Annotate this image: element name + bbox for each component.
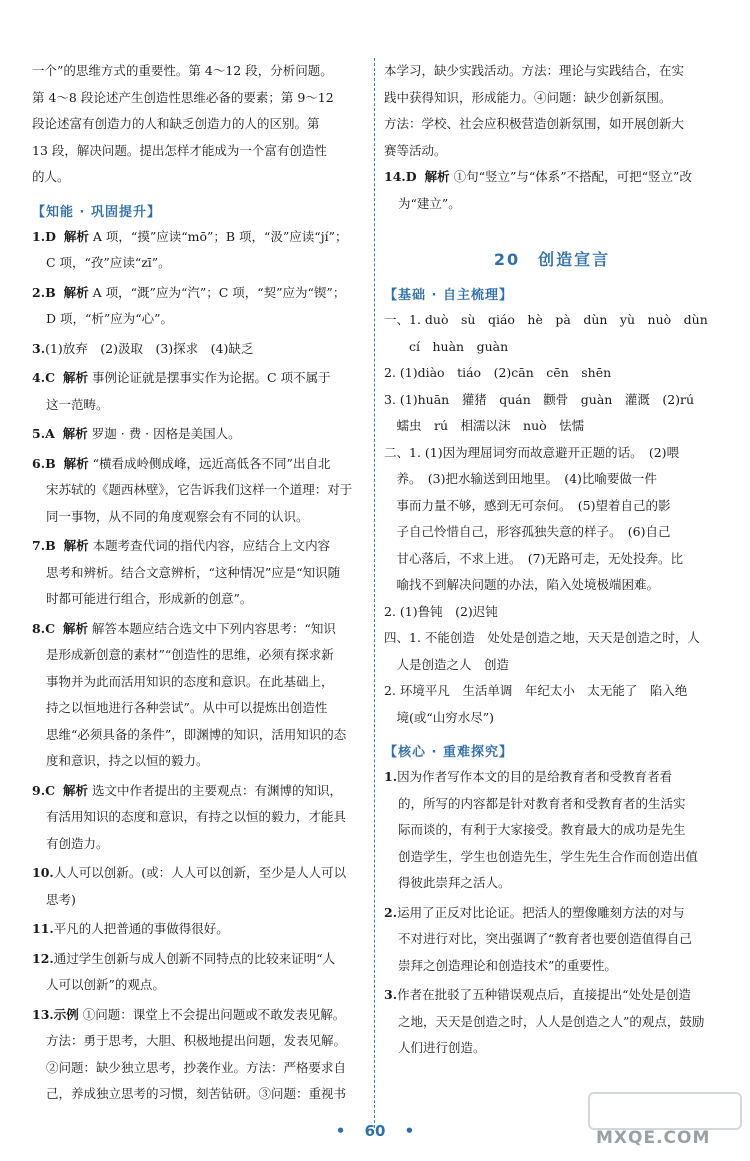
item-number: 2. bbox=[32, 284, 46, 300]
answer-line bbox=[384, 900, 720, 927]
answer-line bbox=[384, 953, 720, 980]
choice-answer: C bbox=[45, 782, 56, 798]
item-number: 13. bbox=[32, 1006, 54, 1022]
answer-text: 度和意识，持之以恒的毅力。 bbox=[46, 753, 209, 768]
item-number: 14. bbox=[384, 169, 406, 184]
answer-line bbox=[32, 831, 366, 858]
item-number: 2. bbox=[384, 904, 398, 920]
answer-item bbox=[32, 280, 366, 333]
answer-line bbox=[32, 533, 366, 560]
answer-text: “横看成岭侧成峰，远近高低各不同”出自北 bbox=[92, 455, 331, 471]
answer-text: 人可以创新”的观点。 bbox=[46, 977, 165, 992]
answer-text: 方法：勇于思考，大胆、积极地提出问题，发表见解。 bbox=[46, 1033, 347, 1048]
footer-bullet-right: • bbox=[404, 1122, 415, 1140]
answer-item-14 bbox=[384, 164, 720, 217]
item-number: 11. bbox=[32, 921, 54, 936]
answer-text: 为“建立”。 bbox=[398, 195, 461, 211]
watermark-text: MXQE.COM bbox=[596, 1128, 711, 1148]
answer-text: 是形成新创意的素材”“创造性的思维，必须有探求新 bbox=[46, 647, 334, 662]
answer-item bbox=[32, 1002, 366, 1108]
answer-line bbox=[384, 191, 720, 218]
answer-list bbox=[32, 224, 366, 1108]
answer-item bbox=[32, 916, 366, 943]
analysis-tag: 解析 bbox=[63, 284, 89, 300]
answer-text: 通过学生创新与成人创新不同特点的比较来证明“人 bbox=[53, 950, 336, 966]
choice-answer: B bbox=[45, 455, 56, 471]
answer-text: 解答本题应结合选文中下列内容思考：“知识 bbox=[92, 620, 336, 636]
analysis-tag: 解析 bbox=[63, 782, 89, 798]
intro-line: 的人。 bbox=[32, 169, 70, 184]
answer-text: 人人可以创新。(或：人人可以创新，至少是人人可以 bbox=[53, 865, 347, 880]
answer-item bbox=[384, 900, 720, 980]
continued-paragraph bbox=[384, 58, 720, 164]
analysis-tag: 解析 bbox=[62, 426, 88, 441]
basics-line: 2. (1)diào tiáo (2)cān cēn shēn bbox=[384, 365, 612, 380]
item-number: 1. bbox=[384, 769, 398, 784]
answer-line bbox=[32, 336, 366, 363]
answer-item bbox=[384, 764, 720, 897]
answer-line bbox=[384, 982, 720, 1009]
choice-answer: D bbox=[45, 228, 56, 244]
answer-text: 罗迦 · 费 · 因格是美国人。 bbox=[91, 426, 241, 441]
answer-line bbox=[32, 616, 366, 643]
answer-text: 得彼此崇拜之活人。 bbox=[398, 875, 511, 890]
answer-text: 同一事物，从不同的角度观察会有不同的认识。 bbox=[46, 508, 309, 524]
answer-line bbox=[32, 504, 366, 531]
answer-line bbox=[32, 887, 366, 914]
answer-text: 际而谈的，有利于大家接受。教育最大的成功是先生 bbox=[398, 822, 686, 837]
answer-line bbox=[384, 764, 720, 791]
basics-line: 事而力量不够，感到无可奈何。 (5)望着自己的影 bbox=[384, 497, 671, 513]
answer-line bbox=[384, 844, 720, 871]
answer-item bbox=[384, 982, 720, 1062]
section-title-core: 【核心 · 重难探究】 bbox=[384, 745, 513, 760]
basics-line: 人是创造之人 创造 bbox=[384, 656, 510, 672]
continued-line: 方法：学校、社会应积极营造创新氛围，如开展创新大 bbox=[384, 116, 685, 131]
basics-line: cí huàn guàn bbox=[384, 338, 509, 354]
answer-item bbox=[32, 336, 366, 363]
answer-line bbox=[384, 164, 720, 191]
item-number: 10. bbox=[32, 865, 54, 880]
analysis-tag: 解析 bbox=[63, 370, 89, 385]
answer-line bbox=[384, 870, 720, 897]
basics-line: 喻找不到解决问题的办法，陷入处境极端困难。 bbox=[384, 577, 660, 592]
watermark-badge-icon bbox=[588, 1092, 742, 1130]
answer-item bbox=[32, 224, 366, 277]
basics-answers bbox=[384, 307, 720, 731]
answer-item bbox=[32, 860, 366, 913]
answer-text: 这一范畴。 bbox=[46, 396, 109, 412]
basics-line: 2. (1)鲁钝 (2)迟钝 bbox=[384, 603, 498, 619]
lesson-title: 20 创造宣言 bbox=[493, 250, 611, 269]
answer-item bbox=[32, 946, 366, 999]
answer-line bbox=[32, 1081, 366, 1108]
basics-line: 3. (1)huān 獾猪 quán 颧骨 guàn 灌溉 (2)rú bbox=[384, 391, 695, 407]
answer-line bbox=[384, 1035, 720, 1062]
answer-line bbox=[32, 365, 366, 392]
answer-line bbox=[32, 778, 366, 805]
continued-line: 践中获得知识，形成能力。④问题：缺少创新氛围。 bbox=[384, 89, 672, 105]
answer-text: D 项，“析”应为“心”。 bbox=[46, 311, 174, 326]
choice-answer: B bbox=[45, 284, 56, 300]
answer-text: 思维“必须具备的条件”，即渊博的知识，活用知识的态 bbox=[46, 726, 347, 742]
answer-line bbox=[32, 695, 366, 722]
answer-text: 运用了正反对比论证。把活人的塑像雕刻方法的对与 bbox=[397, 904, 685, 920]
answer-text: 思考) bbox=[46, 891, 76, 907]
answer-line bbox=[32, 804, 366, 831]
answer-text: 事物并为此而活用知识的态度和意识。在此基础上， bbox=[46, 673, 334, 689]
answer-line bbox=[32, 224, 366, 251]
answer-line bbox=[32, 280, 366, 307]
answer-text: 崇拜之创造理论和创造技术”的重要性。 bbox=[398, 957, 617, 973]
answer-line bbox=[32, 560, 366, 587]
basics-line: 四、1. 不能创造 处处是创造之地，天天是创造之时，人 bbox=[384, 630, 700, 645]
footer-bullet-left: • bbox=[335, 1122, 346, 1140]
answer-text: C 项，“孜”应读“zī”。 bbox=[46, 255, 171, 270]
basics-line: 子自己怜惜自己，形容孤独失意的样子。 (6)自己 bbox=[384, 524, 671, 539]
answer-item bbox=[32, 421, 366, 448]
site-watermark bbox=[588, 1092, 738, 1154]
answer-text: 不对进行对比，突出强调了“教育者也要创造值得自己 bbox=[398, 931, 692, 946]
answer-item bbox=[32, 778, 366, 858]
answer-text: 人们进行创造。 bbox=[398, 1040, 486, 1055]
answer-text: 平凡的人把普通的事做得很好。 bbox=[53, 921, 229, 936]
answer-text: 作者在批驳了五种错误观点后，直接提出“处处是创造 bbox=[397, 987, 691, 1002]
answer-line bbox=[32, 860, 366, 887]
intro-paragraph bbox=[32, 58, 366, 191]
intro-line: 一个”的思维方式的重要性。第 4～12 段，分析问题。 bbox=[32, 63, 333, 78]
item-number: 6. bbox=[32, 455, 46, 471]
basics-line: 境(或“山穷水尽”) bbox=[384, 709, 495, 725]
item-number: 8. bbox=[32, 620, 46, 636]
analysis-tag: 解析 bbox=[63, 538, 89, 553]
choice-answer: A bbox=[45, 426, 55, 441]
choice-answer: C bbox=[45, 370, 56, 385]
analysis-tag: 解析 bbox=[424, 169, 450, 184]
left-column bbox=[32, 58, 366, 1111]
page-number: 60 bbox=[364, 1122, 386, 1140]
answer-text: 有创造力。 bbox=[46, 835, 109, 851]
item-number: 1. bbox=[32, 228, 46, 244]
section-title-consolidation: 【知能 · 巩固提升】 bbox=[32, 204, 161, 220]
answer-text: 的，所写的内容都是针对教育者和受教育者的生活实 bbox=[398, 795, 686, 811]
answer-line bbox=[384, 791, 720, 818]
analysis-tag: 解析 bbox=[63, 228, 89, 244]
answer-line bbox=[384, 1009, 720, 1036]
answer-text: A 项，“溉”应为“汽”；C 项，“契”应为“锲”； bbox=[92, 284, 346, 300]
item-number: 3. bbox=[32, 340, 46, 356]
answer-text: 因为作者写作本文的目的是给教育者和受教育者看 bbox=[397, 769, 673, 784]
answer-line bbox=[32, 669, 366, 696]
answer-line bbox=[384, 926, 720, 953]
answer-line bbox=[32, 1028, 366, 1055]
basics-line: 养。 (3)把水输送到田地里。 (4)比喻要做一件 bbox=[384, 471, 657, 486]
answer-text: 思考和辨析。结合文意辨析，“这种情况”应是“知识随 bbox=[46, 564, 341, 580]
answer-line bbox=[32, 477, 366, 504]
answer-text: 之地，天天是创造之时，人人是创造之人”的观点，鼓励 bbox=[398, 1013, 705, 1029]
intro-line: 第 4～8 段论述产生创造性思维必备的要素；第 9～12 bbox=[32, 89, 334, 105]
answer-line bbox=[32, 1055, 366, 1082]
intro-line: 段论述富有创造力的人和缺乏创造力的人的区别。第 bbox=[32, 116, 320, 131]
answer-item bbox=[32, 616, 366, 775]
answer-line bbox=[32, 421, 366, 448]
analysis-tag: 解析 bbox=[63, 620, 89, 636]
section-title-basics: 【基础 · 自主梳理】 bbox=[384, 288, 513, 303]
continued-line: 赛等活动。 bbox=[384, 142, 447, 158]
answer-line bbox=[32, 392, 366, 419]
answer-text: 己，养成独立思考的习惯，刻苦钻研。③问题：重视书 bbox=[46, 1086, 347, 1101]
core-answers bbox=[384, 764, 720, 1062]
answer-item bbox=[384, 164, 720, 217]
answer-item bbox=[32, 533, 366, 613]
answer-text: 有活用知识的态度和意识，有持之以恒的毅力，才能具 bbox=[46, 809, 347, 824]
analysis-tag: 示例 bbox=[53, 1006, 79, 1022]
answer-line bbox=[32, 972, 366, 999]
answer-item bbox=[32, 451, 366, 531]
item-number: 9. bbox=[32, 782, 46, 798]
item-number: 4. bbox=[32, 370, 46, 385]
right-column bbox=[384, 58, 720, 1065]
choice-answer: B bbox=[45, 538, 56, 553]
answer-line bbox=[32, 946, 366, 973]
basics-line: 甘心落后，不求上进。 (7)无路可走，无处投奔。比 bbox=[384, 550, 683, 566]
item-number: 7. bbox=[32, 538, 46, 553]
intro-line: 13 段，解决问题。提出怎样才能成为一个富有创造性 bbox=[32, 142, 327, 158]
answer-line bbox=[32, 642, 366, 669]
answer-line bbox=[32, 306, 366, 333]
column-divider bbox=[374, 58, 375, 1128]
basics-line: 2. 环境平凡 生活单调 年纪太小 太无能了 陷入绝 bbox=[384, 683, 688, 698]
choice-answer: D bbox=[405, 169, 417, 184]
answer-text: ①句“竖立”与“体系”不搭配，可把“竖立”改 bbox=[453, 169, 692, 184]
item-number: 5. bbox=[32, 426, 46, 441]
answer-text: 创造学生，学生也创造先生，学生先生合作而创造出值 bbox=[398, 848, 699, 864]
answer-line bbox=[32, 451, 366, 478]
basics-line: 一、1. duò sù qiáo hè pà dùn yù nuò dùn bbox=[384, 312, 708, 327]
answer-text: 本题考查代词的指代内容，应结合上文内容 bbox=[92, 538, 331, 553]
answer-line bbox=[32, 722, 366, 749]
answer-text: A 项，“摸”应读“mō”；B 项，“汲”应读“jí”； bbox=[92, 228, 348, 244]
answer-text: ②问题：缺少独立思考，抄袭作业。方法：严格要求自 bbox=[46, 1059, 347, 1075]
answer-text: 事例论证就是摆事实作为论据。C 项不属于 bbox=[92, 370, 331, 385]
answer-text: 持之以恒地进行各种尝试”。从中可以提炼出创造性 bbox=[46, 700, 328, 715]
answer-text: 宋苏轼的《题西林壁》，它告诉我们这样一个道理：对于 bbox=[46, 482, 353, 497]
answer-text: 时都可能进行组合，形成新的创意”。 bbox=[46, 591, 253, 606]
answer-text: 选文中作者提出的主要观点：有渊博的知识， bbox=[92, 782, 343, 798]
item-number: 12. bbox=[32, 950, 54, 966]
answer-line bbox=[32, 1002, 366, 1029]
answer-line bbox=[384, 817, 720, 844]
basics-line: 蠕虫 rú 相濡以沫 nuò 怯懦 bbox=[384, 418, 585, 433]
answer-text: ①问题：课堂上不会提出问题或不敢发表见解。 bbox=[82, 1006, 346, 1022]
answer-line bbox=[32, 748, 366, 775]
answer-line bbox=[32, 586, 366, 613]
basics-line: 二、1. (1)因为理屈词穷而故意避开正题的话。 (2)喂 bbox=[384, 444, 680, 460]
answer-line bbox=[32, 916, 366, 943]
continued-line: 本学习，缺少实践活动。方法：理论与实践结合，在实 bbox=[384, 63, 685, 78]
answer-line bbox=[32, 250, 366, 277]
analysis-tag: 解析 bbox=[63, 455, 89, 471]
choice-answer: C bbox=[45, 620, 56, 636]
item-number: 3. bbox=[384, 987, 398, 1002]
answer-item bbox=[32, 365, 366, 418]
answer-text: (1)放弃 (2)汲取 (3)探求 (4)缺乏 bbox=[45, 340, 254, 356]
